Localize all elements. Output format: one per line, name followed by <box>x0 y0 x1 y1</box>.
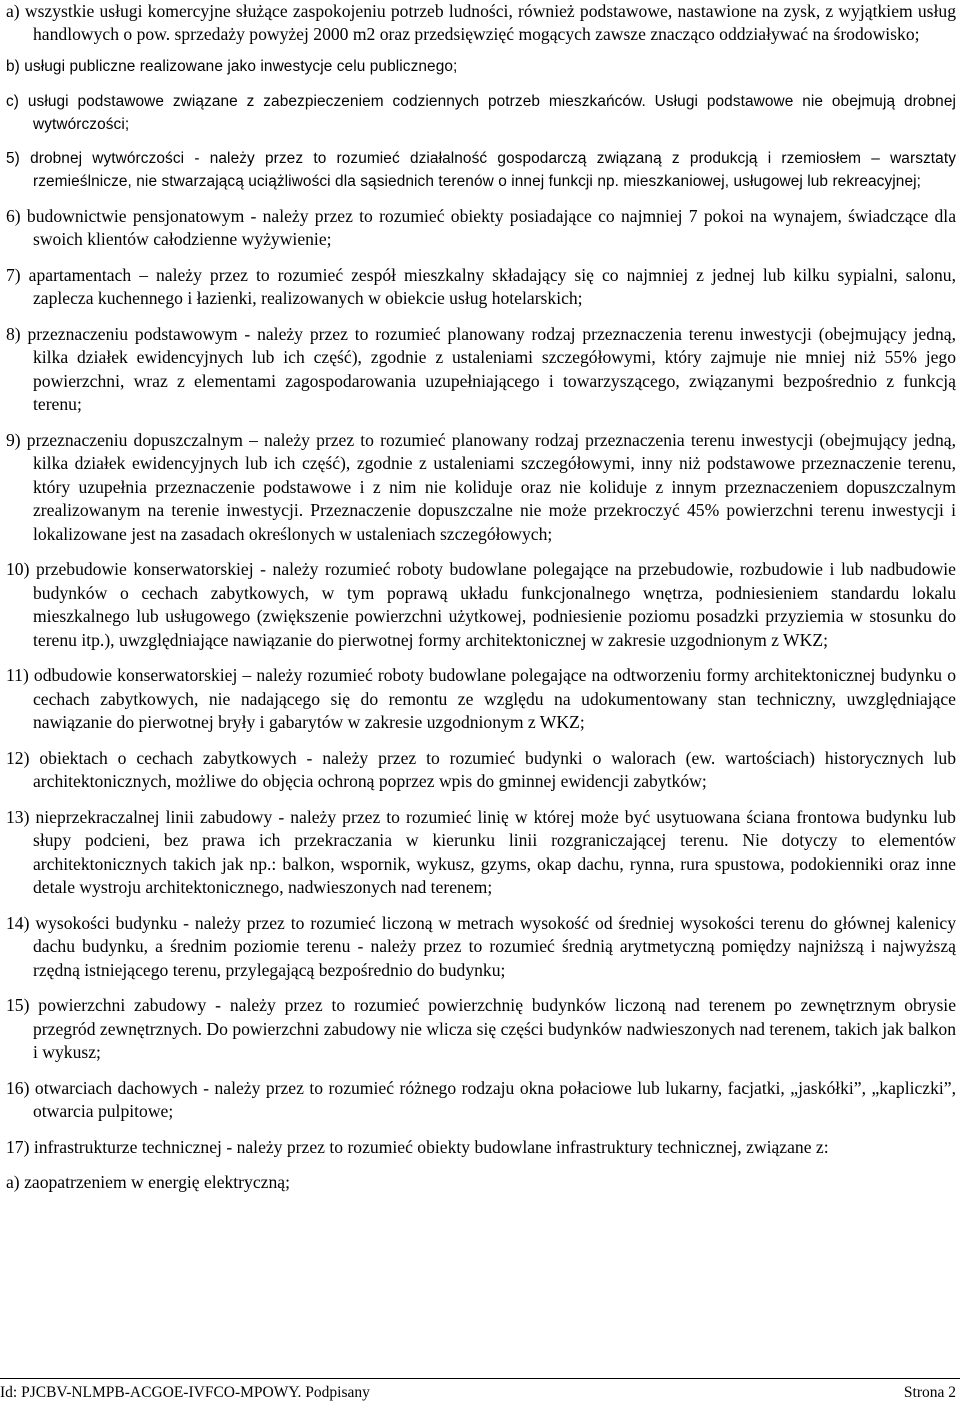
item-text: drobnej wytwórczości - należy przez to rozumieć działalność gospodarczą związaną z produkcją i rzemiosłem – warsztaty rzemieślnicze, nie stwarzającą uciążliwości dla sąsiednich terenów o innej funkcji np. mieszkaniowej, usługowej lub rekreacyjnej; <box>30 149 956 190</box>
item-text: zaopatrzeniem w energię elektryczną; <box>24 1172 290 1192</box>
item-text: przebudowie konserwatorskiej - należy rozumieć roboty budowlane polegające na przebudowie, rozbudowie i lub nadbudowie budynków o cechach zabytkowych, w tym poprawą układu funkcjonalnego wnętrza, podniesieniem standardu lokalu mieszkalnego lub usługowego (zwiększenie powierzchni użytkowej, podniesienie poziomu posadzki przyziemia w stosunku do terenu itp.), uwzględniające nawiązanie do pierwotnej formy architektonicznej w zakresie uzgodnionym z WKZ; <box>33 559 956 650</box>
list-item-a1 <box>6 0 956 46</box>
definition-9 <box>6 429 956 547</box>
definition-11 <box>6 664 956 735</box>
list-item-c1 <box>6 90 956 137</box>
item-label: 16) <box>6 1077 30 1098</box>
item-label: 8) <box>6 323 21 344</box>
definition-7 <box>6 264 956 311</box>
footer-divider <box>0 1378 960 1379</box>
item-text: odbudowie konserwatorskiej – należy rozumieć roboty budowlane polegające na odtworzeniu formy architektonicznej budynku o cechach zabytkowych, nie nadającego się do remontu ze względu na udokumentowany stan techniczny, uwzględniające nawiązanie do pierwotnej bryły i gabarytów w zakresie uzgodnionym z WKZ; <box>33 665 956 732</box>
item-text: obiektach o cechach zabytkowych - należy przez to rozumieć budynki o walorach (ew. wartościach) historycznych lub architektonicznych, możliwe do objęcia ochroną poprzez wpis do gminnej ewidencji zabytków; <box>33 747 956 791</box>
document-id: Id: PJCBV-NLMPB-ACGOE-IVFCO-MPOWY. Podpisany <box>0 1384 370 1401</box>
page-number: Strona 2 <box>903 1384 956 1401</box>
item-label: c) <box>6 92 20 110</box>
item-label: 10) <box>6 559 30 579</box>
document-page <box>6 0 956 1207</box>
item-label: a) <box>6 1172 20 1192</box>
page-footer <box>0 1383 956 1403</box>
item-label: b) <box>6 58 20 75</box>
item-label: 15) <box>6 995 30 1015</box>
item-label: 13) <box>6 806 30 827</box>
item-text: powierzchni zabudowy - należy przez to rozumieć powierzchnię budynków liczoną nad terenem po zewnętrznym obrysie przegród zewnętrznych. Do powierzchni zabudowy nie wlicza się części budynków nadwieszonych nad terenem, takich jak balkon i wykusz; <box>33 995 956 1062</box>
list-item-b1 <box>6 55 956 79</box>
item-label: a) <box>6 1 20 21</box>
item-label: 14) <box>6 912 30 933</box>
item-text: nieprzekraczalnej linii zabudowy - należy przez to rozumieć linię w której może być usytuowana ściana frontowa budynku lub słupy podcieni, bez prawa ich przekraczania w kierunku linii rozgraniczającej terenu. Nie dotyczy to elementów architektonicznych takich jak np.: balkon, wspornik, wykusz, gzyms, okap dachu, rynna, rura spustowa, podokienniki oraz inne detale wystroju architektonicznego, nadwieszonych nad terenem; <box>33 806 956 897</box>
item-text: przeznaczeniu podstawowym - należy przez to rozumieć planowany rodzaj przeznaczenia terenu inwestycji (obejmujący jedną, kilka działek ewidencyjnych lub ich część), zgodnie z ustaleniami szczegółowymi, który zajmuje nie mniej niż 55% jego powierzchni, wraz z elementami zagospodarowania uzupełniającego i towarzyszącego, związanymi bezpośrednio z funkcją terenu; <box>27 323 956 414</box>
item-text: otwarciach dachowych - należy przez to rozumieć różnego rodzaju okna połaciowe lub lukarny, facjatki, „jaskółki”, „kapliczki”, otwarcia pulpitowe; <box>33 1077 956 1121</box>
definition-5 <box>6 147 956 194</box>
item-label: 12) <box>6 747 30 768</box>
item-text: usługi podstawowe związane z zabezpieczeniem codziennych potrzeb mieszkańców. Usługi podstawowe nie obejmują drobnej wytwórczości; <box>27 92 956 133</box>
definition-8 <box>6 323 956 417</box>
item-label: 11) <box>6 665 29 685</box>
definition-17 <box>6 1136 956 1160</box>
item-text: usługi publiczne realizowane jako inwestycje celu publicznego; <box>24 58 458 75</box>
list-item-a2 <box>6 1171 956 1195</box>
item-label: 7) <box>6 264 21 285</box>
item-text: przeznaczeniu dopuszczalnym – należy przez to rozumieć planowany rodzaj przeznaczenia terenu inwestycji (obejmujący jedną, kilka działek ewidencyjnych lub ich część), zgodnie z ustaleniami szczegółowymi, inny niż podstawowe przeznaczenie terenu, który uzupełnia przeznaczenie podstawowe i z nim nie koliduje oraz nie koliduje z innym przeznaczeniem dopuszczalnym zrealizowanym na terenie inwestycji. Przeznaczenie dopuszczalne nie może przekroczyć 45% powierzchni terenu inwestycji i lokalizowane jest na zasadach określonych w ustaleniach szczegółowych; <box>26 429 956 544</box>
definition-10 <box>6 558 956 652</box>
definition-13 <box>6 806 956 900</box>
definition-15 <box>6 994 956 1065</box>
item-text: wszystkie usługi komercyjne służące zaspokojeniu potrzeb ludności, również podstawowe, nastawione na zysk, z wyjątkiem usług handlowych o pow. sprzedaży powyżej 2000 m2 oraz przedsięwzięć mogących zawsze znacząco oddziaływać na środowisko; <box>24 1 956 44</box>
item-text: budownictwie pensjonatowym - należy przez to rozumieć obiekty posiadające co najmniej 7 pokoi na wynajem, świadczące dla swoich klientów całodzienne wyżywienie; <box>26 205 957 249</box>
definition-6 <box>6 205 956 252</box>
item-label: 17) <box>6 1136 30 1157</box>
definition-16 <box>6 1077 956 1124</box>
item-text: infrastrukturze technicznej - należy przez to rozumieć obiekty budowlane infrastruktury technicznej, związane z: <box>33 1136 829 1157</box>
item-label: 9) <box>6 429 21 450</box>
item-label: 5) <box>6 149 20 167</box>
definition-12 <box>6 747 956 794</box>
item-label: 6) <box>6 205 21 226</box>
item-text: apartamentach – należy przez to rozumieć zespół mieszkalny składający się co najmniej z jednej lub kilku sypialni, salonu, zaplecza kuchennego i łazienki, realizowanych w obiekcie usług hotelarskich; <box>28 264 956 308</box>
definition-14 <box>6 912 956 983</box>
item-text: wysokości budynku - należy przez to rozumieć liczoną w metrach wysokość od średniej wysokości terenu do głównej kalenicy dachu budynku, a średnim poziomie terenu - należy przez to rozumieć średnią arytmetyczną pomiędzy najniższą i najwyższą rzędną istniejącego terenu, przylegającą bezpośrednio do budynku; <box>33 912 956 980</box>
